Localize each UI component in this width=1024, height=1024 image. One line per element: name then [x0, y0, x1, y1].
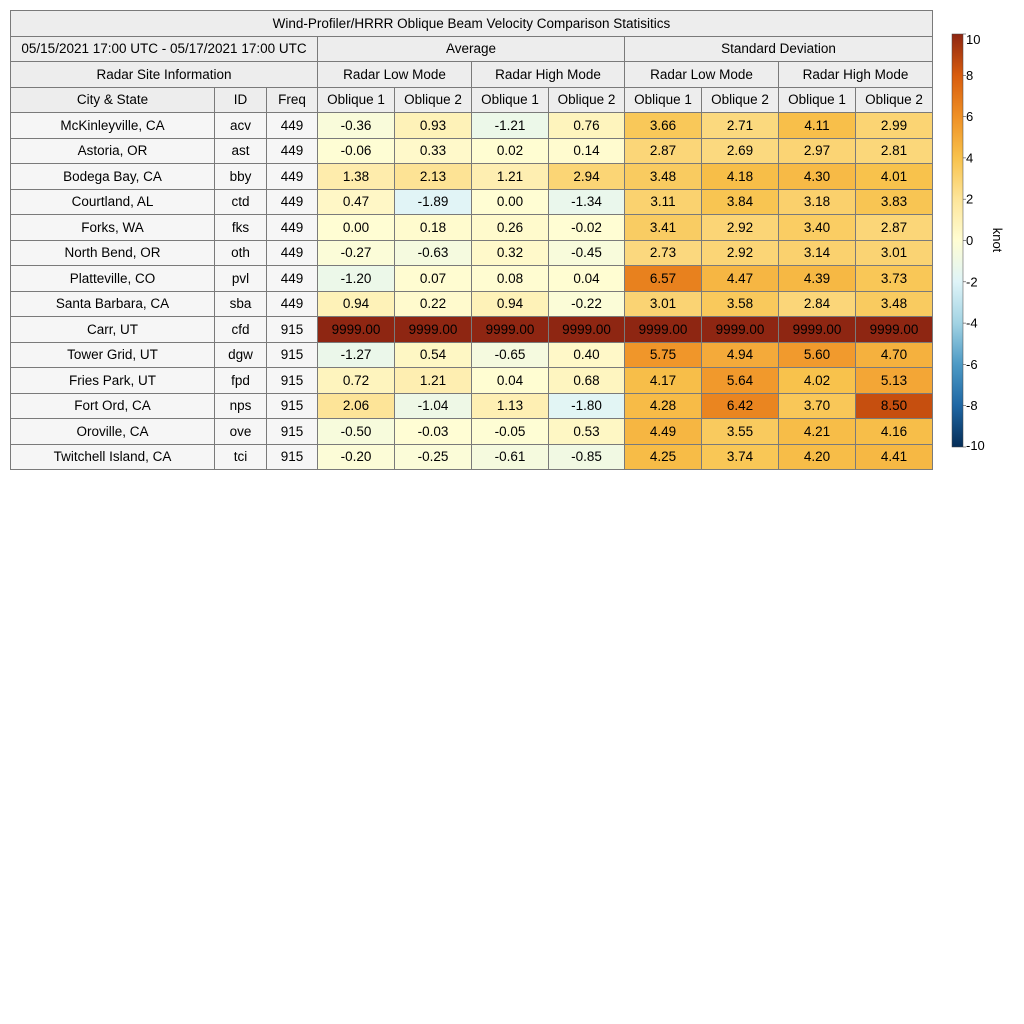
value-cell: 4.02: [779, 368, 856, 394]
value-cell: 0.00: [318, 215, 395, 241]
value-cell: 2.92: [702, 215, 779, 241]
value-cell: 2.87: [625, 138, 702, 164]
table-row: [11, 164, 933, 190]
value-cell: 3.41: [625, 215, 702, 241]
value-cell: 3.55: [702, 419, 779, 445]
value-cell: -1.34: [549, 189, 625, 215]
value-cell: 3.18: [779, 189, 856, 215]
value-cell: 1.13: [472, 393, 549, 419]
site-id-cell: sba: [215, 291, 267, 317]
column-header: ID: [215, 87, 267, 113]
value-cell: 4.18: [702, 164, 779, 190]
value-cell: 4.41: [856, 444, 933, 470]
column-header: Oblique 2: [395, 87, 472, 113]
column-header-row: [11, 87, 933, 113]
value-cell: -1.27: [318, 342, 395, 368]
value-cell: 5.60: [779, 342, 856, 368]
value-cell: 3.01: [625, 291, 702, 317]
table-row: [11, 291, 933, 317]
value-cell: 0.26: [472, 215, 549, 241]
column-header: Oblique 1: [779, 87, 856, 113]
site-city-cell: Fries Park, UT: [11, 368, 215, 394]
value-cell: 4.21: [779, 419, 856, 445]
site-freq-cell: 449: [267, 240, 318, 266]
value-cell: 9999.00: [472, 317, 549, 343]
site-city-cell: Bodega Bay, CA: [11, 164, 215, 190]
value-cell: 0.22: [395, 291, 472, 317]
site-id-cell: pvl: [215, 266, 267, 292]
value-cell: -0.27: [318, 240, 395, 266]
value-cell: 0.94: [318, 291, 395, 317]
value-cell: 3.58: [702, 291, 779, 317]
site-id-cell: acv: [215, 113, 267, 139]
value-cell: 3.48: [856, 291, 933, 317]
value-cell: 0.00: [472, 189, 549, 215]
value-cell: 0.53: [549, 419, 625, 445]
site-city-cell: Astoria, OR: [11, 138, 215, 164]
table-row: [11, 368, 933, 394]
value-cell: -0.02: [549, 215, 625, 241]
colorbar-gradient: [952, 34, 963, 447]
value-cell: -0.63: [395, 240, 472, 266]
site-id-cell: nps: [215, 393, 267, 419]
table-row: [11, 419, 933, 445]
value-cell: 0.08: [472, 266, 549, 292]
site-freq-cell: 915: [267, 317, 318, 343]
value-cell: 2.99: [856, 113, 933, 139]
value-cell: 0.04: [549, 266, 625, 292]
value-cell: 9999.00: [549, 317, 625, 343]
mode-header: Radar Low Mode: [318, 62, 472, 88]
value-cell: 5.75: [625, 342, 702, 368]
site-city-cell: McKinleyville, CA: [11, 113, 215, 139]
column-header: City & State: [11, 87, 215, 113]
colorbar-tick-label: 4: [966, 150, 974, 166]
value-cell: 4.30: [779, 164, 856, 190]
value-cell: 3.84: [702, 189, 779, 215]
colorbar-tick-label: -4: [966, 315, 978, 331]
mode-header: Radar High Mode: [779, 62, 933, 88]
value-cell: 2.13: [395, 164, 472, 190]
colorbar-ticks: [963, 32, 985, 452]
value-cell: 0.93: [395, 113, 472, 139]
table-row: [11, 317, 933, 343]
value-cell: 9999.00: [702, 317, 779, 343]
site-freq-cell: 915: [267, 444, 318, 470]
site-id-cell: fpd: [215, 368, 267, 394]
column-header: Oblique 1: [318, 87, 395, 113]
site-city-cell: Fort Ord, CA: [11, 393, 215, 419]
colorbar-tick-label: -8: [966, 398, 978, 414]
value-cell: 0.76: [549, 113, 625, 139]
value-cell: 4.01: [856, 164, 933, 190]
site-id-cell: cfd: [215, 317, 267, 343]
value-cell: 4.16: [856, 419, 933, 445]
value-cell: 0.18: [395, 215, 472, 241]
table-row: [11, 113, 933, 139]
colorbar-tick-label: 10: [966, 32, 981, 47]
site-freq-cell: 915: [267, 342, 318, 368]
site-id-cell: dgw: [215, 342, 267, 368]
value-cell: 4.70: [856, 342, 933, 368]
group-average: Average: [318, 36, 625, 62]
column-header: Oblique 2: [856, 87, 933, 113]
table-row: [11, 215, 933, 241]
value-cell: 0.14: [549, 138, 625, 164]
value-cell: 0.68: [549, 368, 625, 394]
value-cell: 4.49: [625, 419, 702, 445]
column-header: Oblique 1: [472, 87, 549, 113]
value-cell: 4.17: [625, 368, 702, 394]
value-cell: -0.61: [472, 444, 549, 470]
value-cell: 2.81: [856, 138, 933, 164]
value-cell: 1.21: [395, 368, 472, 394]
value-cell: 3.40: [779, 215, 856, 241]
value-cell: -1.20: [318, 266, 395, 292]
site-city-cell: Oroville, CA: [11, 419, 215, 445]
value-cell: 4.25: [625, 444, 702, 470]
table-row: [11, 342, 933, 368]
site-freq-cell: 449: [267, 291, 318, 317]
value-cell: 2.94: [549, 164, 625, 190]
table-row: [11, 444, 933, 470]
value-cell: -0.20: [318, 444, 395, 470]
colorbar-tick-label: 8: [966, 67, 974, 83]
value-cell: 3.70: [779, 393, 856, 419]
value-cell: 0.47: [318, 189, 395, 215]
value-cell: -0.36: [318, 113, 395, 139]
value-cell: 2.69: [702, 138, 779, 164]
value-cell: 2.06: [318, 393, 395, 419]
value-cell: 4.28: [625, 393, 702, 419]
site-id-cell: bby: [215, 164, 267, 190]
value-cell: -0.45: [549, 240, 625, 266]
value-cell: 0.07: [395, 266, 472, 292]
site-id-cell: ctd: [215, 189, 267, 215]
colorbar-tick-label: -10: [966, 438, 985, 452]
value-cell: -0.85: [549, 444, 625, 470]
value-cell: 9999.00: [395, 317, 472, 343]
colorbar-tick-label: 6: [966, 109, 974, 125]
value-cell: 6.57: [625, 266, 702, 292]
value-cell: 4.94: [702, 342, 779, 368]
column-header: Oblique 2: [702, 87, 779, 113]
site-freq-cell: 915: [267, 368, 318, 394]
site-freq-cell: 449: [267, 266, 318, 292]
site-freq-cell: 915: [267, 419, 318, 445]
value-cell: -0.25: [395, 444, 472, 470]
value-cell: -1.89: [395, 189, 472, 215]
table-title: Wind-Profiler/HRRR Oblique Beam Velocity Comparison Statisitics: [11, 11, 933, 37]
value-cell: 3.01: [856, 240, 933, 266]
group-stddev: Standard Deviation: [625, 36, 933, 62]
value-cell: 0.72: [318, 368, 395, 394]
site-city-cell: Forks, WA: [11, 215, 215, 241]
value-cell: 3.83: [856, 189, 933, 215]
value-cell: 3.14: [779, 240, 856, 266]
value-cell: 0.33: [395, 138, 472, 164]
value-cell: 2.97: [779, 138, 856, 164]
site-freq-cell: 449: [267, 215, 318, 241]
value-cell: 3.74: [702, 444, 779, 470]
colorbar-tick-label: -6: [966, 356, 978, 372]
colorbar: [950, 32, 1010, 452]
value-cell: 2.73: [625, 240, 702, 266]
date-range: 05/15/2021 17:00 UTC - 05/17/2021 17:00 UTC: [11, 36, 318, 62]
value-cell: -0.06: [318, 138, 395, 164]
value-cell: 0.04: [472, 368, 549, 394]
colorbar-label: knot: [990, 227, 1005, 253]
value-cell: 0.54: [395, 342, 472, 368]
colorbar-tick-label: 0: [966, 233, 974, 248]
value-cell: -1.21: [472, 113, 549, 139]
table-row: [11, 393, 933, 419]
value-cell: 3.48: [625, 164, 702, 190]
value-cell: 9999.00: [779, 317, 856, 343]
value-cell: -0.22: [549, 291, 625, 317]
value-cell: 2.71: [702, 113, 779, 139]
value-cell: 1.21: [472, 164, 549, 190]
value-cell: 0.40: [549, 342, 625, 368]
table-row: [11, 138, 933, 164]
value-cell: 2.84: [779, 291, 856, 317]
value-cell: 2.87: [856, 215, 933, 241]
site-freq-cell: 449: [267, 164, 318, 190]
colorbar-tick-label: 2: [966, 191, 974, 207]
value-cell: -0.50: [318, 419, 395, 445]
value-cell: 0.32: [472, 240, 549, 266]
value-cell: 9999.00: [856, 317, 933, 343]
value-cell: 4.20: [779, 444, 856, 470]
stats-table: [10, 10, 933, 470]
site-city-cell: Courtland, AL: [11, 189, 215, 215]
site-id-cell: tci: [215, 444, 267, 470]
value-cell: 3.73: [856, 266, 933, 292]
value-cell: -1.04: [395, 393, 472, 419]
group-site-info: Radar Site Information: [11, 62, 318, 88]
value-cell: 2.92: [702, 240, 779, 266]
value-cell: -1.80: [549, 393, 625, 419]
value-cell: 9999.00: [625, 317, 702, 343]
value-cell: -0.05: [472, 419, 549, 445]
value-cell: 3.11: [625, 189, 702, 215]
site-freq-cell: 449: [267, 189, 318, 215]
site-id-cell: oth: [215, 240, 267, 266]
value-cell: 3.66: [625, 113, 702, 139]
site-id-cell: ove: [215, 419, 267, 445]
site-city-cell: Twitchell Island, CA: [11, 444, 215, 470]
value-cell: 4.39: [779, 266, 856, 292]
value-cell: 1.38: [318, 164, 395, 190]
table-row: [11, 189, 933, 215]
mode-header: Radar High Mode: [472, 62, 625, 88]
value-cell: 0.02: [472, 138, 549, 164]
column-header: Oblique 1: [625, 87, 702, 113]
site-city-cell: Platteville, CO: [11, 266, 215, 292]
value-cell: 9999.00: [318, 317, 395, 343]
value-cell: 4.11: [779, 113, 856, 139]
value-cell: 5.64: [702, 368, 779, 394]
site-freq-cell: 449: [267, 138, 318, 164]
site-city-cell: Tower Grid, UT: [11, 342, 215, 368]
table-row: [11, 240, 933, 266]
column-header: Oblique 2: [549, 87, 625, 113]
site-freq-cell: 915: [267, 393, 318, 419]
site-city-cell: Carr, UT: [11, 317, 215, 343]
colorbar-tick-label: -2: [966, 274, 978, 290]
value-cell: 4.47: [702, 266, 779, 292]
value-cell: 8.50: [856, 393, 933, 419]
site-id-cell: ast: [215, 138, 267, 164]
site-city-cell: North Bend, OR: [11, 240, 215, 266]
site-freq-cell: 449: [267, 113, 318, 139]
value-cell: 6.42: [702, 393, 779, 419]
value-cell: -0.65: [472, 342, 549, 368]
value-cell: -0.03: [395, 419, 472, 445]
value-cell: 0.94: [472, 291, 549, 317]
table-row: [11, 266, 933, 292]
site-id-cell: fks: [215, 215, 267, 241]
mode-header: Radar Low Mode: [625, 62, 779, 88]
site-city-cell: Santa Barbara, CA: [11, 291, 215, 317]
value-cell: 5.13: [856, 368, 933, 394]
column-header: Freq: [267, 87, 318, 113]
